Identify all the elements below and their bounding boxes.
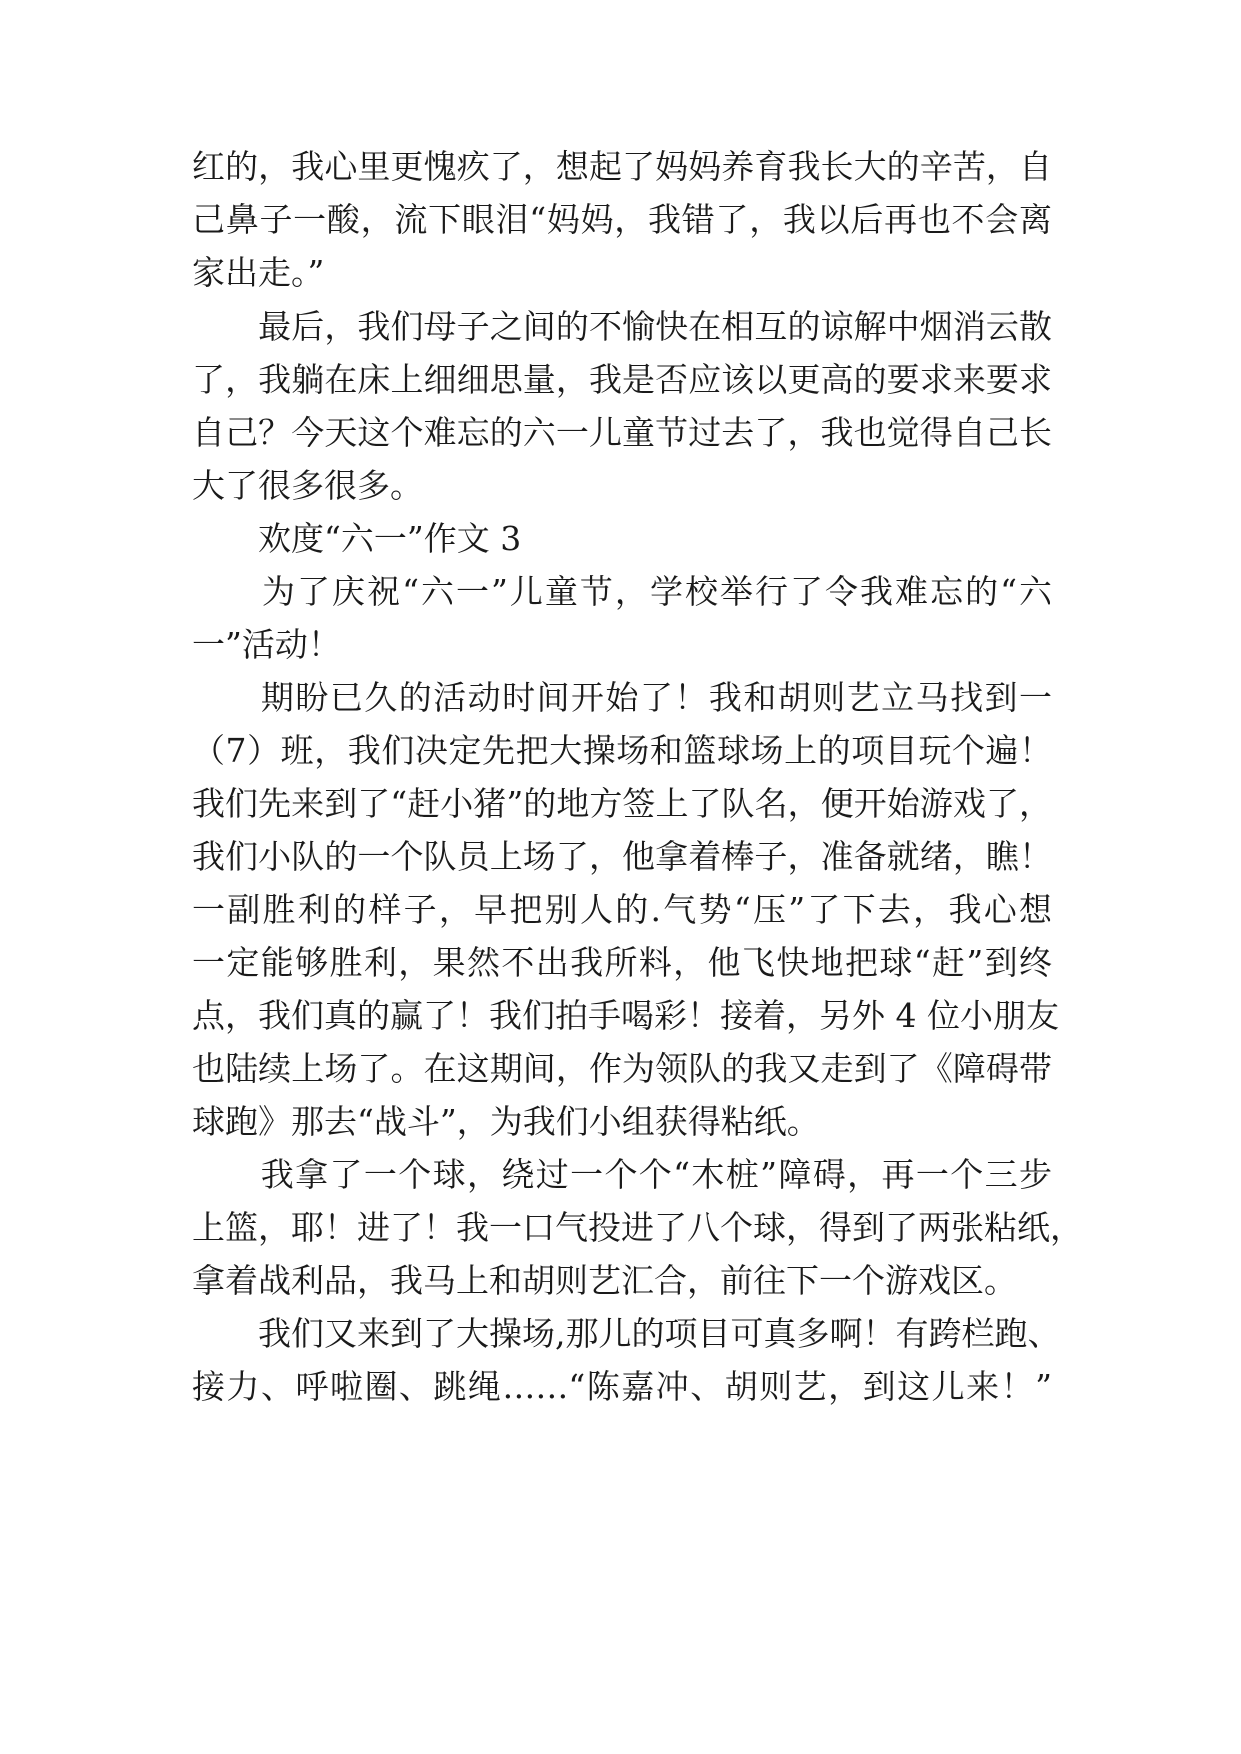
text-line: 自己？今天这个难忘的六一儿童节过去了，我也觉得自己长 [192,413,1052,452]
text-line: 我们小队的一个队员上场了，他拿着棒子，准备就绪，瞧！ [192,837,1052,876]
text-line: 己鼻子一酸，流下眼泪“妈妈，我错了，我以后再也不会离 [192,200,1052,239]
text-line: 为了庆祝“六一”儿童节，学校举行了令我难忘的“六 [192,572,1052,611]
text-line: 一副胜利的样子，早把别人的.气势“压”了下去，我心想 [192,890,1052,929]
text-line: 家出走。” [192,253,325,292]
text-line: 上篮，耶！进了！我一口气投进了八个球，得到了两张粘纸， [192,1208,1083,1247]
text-line: 红的，我心里更愧疚了，想起了妈妈养育我长大的辛苦，自 [192,147,1052,186]
text-line: 接力、呼啦圈、跳绳……“陈嘉冲、胡则艺，到这儿来！” [192,1367,1052,1406]
text-line: 我们先来到了“赶小猪”的地方签上了队名，便开始游戏了， [192,784,1052,823]
text-line: 最后，我们母子之间的不愉快在相互的谅解中烟消云散 [192,307,1052,346]
section-heading: 欢度“六一”作文 3 [192,519,522,558]
text-line: 期盼已久的活动时间开始了！我和胡则艺立马找到一 [192,678,1052,717]
text-line: 了，我躺在床上细细思量，我是否应该以更高的要求来要求 [192,360,1052,399]
text-line: （7）班，我们决定先把大操场和篮球场上的项目玩个遍！ [192,731,1052,770]
text-line: 我拿了一个球，绕过一个个“木桩”障碍，再一个三步 [192,1155,1052,1194]
text-line: 点，我们真的赢了！我们拍手喝彩！接着，另外 4 位小朋友 [192,996,1059,1035]
text-line: 一”活动！ [192,625,341,664]
text-line: 拿着战利品，我马上和胡则艺汇合，前往下一个游戏区。 [192,1261,1017,1300]
text-line: 球跑》那去“战斗”，为我们小组获得粘纸。 [192,1102,820,1141]
text-line: 我们又来到了大操场,那儿的项目可真多啊！有跨栏跑、 [192,1314,1061,1353]
text-line: 也陆续上场了。在这期间，作为领队的我又走到了《障碍带 [192,1049,1052,1088]
text-line: 一定能够胜利，果然不出我所料，他飞快地把球“赶”到终 [192,943,1052,982]
text-line: 大了很多很多。 [192,466,423,505]
